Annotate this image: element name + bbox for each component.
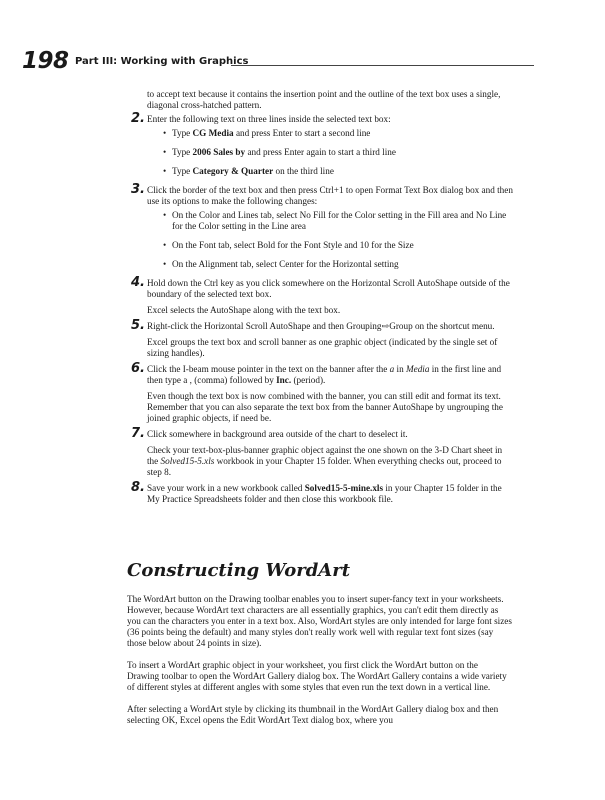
step-result: Excel groups the text box and scroll banner as one graphic object (indicated by the single set of sizing handles). — [147, 337, 498, 358]
bullet-list — [147, 128, 513, 177]
step-8 — [131, 480, 513, 505]
step-text: Hold down the Ctrl key as you click somewhere on the Horizontal Scroll AutoShape outside of the boundary of the selected text box. — [147, 278, 510, 299]
intro-continuation: to accept text because it contains the insertion point and the outline of the text box uses a single, diagonal cross-hatched pattern. — [147, 89, 501, 110]
step-number: 5. — [131, 318, 145, 333]
bullet-list — [147, 210, 513, 270]
step-number: 8. — [131, 480, 145, 495]
step-5 — [131, 318, 513, 359]
header-rule — [231, 65, 534, 66]
step-list — [131, 89, 513, 508]
step-4 — [131, 275, 513, 316]
bullet-item: • Type Category & Quarter on the third line — [163, 166, 334, 176]
bullet-item: • On the Font tab, select Bold for the Font Style and 10 for the Size — [163, 240, 414, 250]
bullet-item: • On the Color and Lines tab, select No Fill for the Color setting in the Fill area and No Line for the Color setting in the Line area — [163, 210, 507, 231]
step-text: Click the border of the text box and then press Ctrl+1 to open Format Text Box dialog box and then use its options to make the following changes: — [147, 185, 513, 206]
bullet-item: • Type CG Media and press Enter to start a second line — [163, 128, 371, 138]
step-2 — [131, 111, 513, 177]
step-3 — [131, 182, 513, 270]
bullet-icon: • — [163, 210, 167, 220]
step-6 — [131, 361, 513, 424]
bullet-icon: • — [163, 128, 167, 138]
bullet-icon: • — [163, 240, 167, 250]
step-number: 2. — [131, 111, 145, 126]
step-text: Enter the following text on three lines inside the selected text box: — [147, 114, 391, 124]
bullet-icon: • — [163, 147, 167, 157]
step-text: Click the I-beam mouse pointer in the text on the banner after the a in Media in the first line and then type a , (comma) followed by Inc. (period). — [147, 364, 502, 385]
page-number: 198 — [22, 48, 69, 74]
bullet-item: • On the Alignment tab, select Center for the Horizontal setting — [163, 259, 399, 269]
body-paragraph: The WordArt button on the Drawing toolbar enables you to insert super-fancy text in your worksheets. However, because WordArt text characters are all essentially graphics, you can't edit them directly as you can the characters you enter in a text box. Also, WordArt styles are only intended for large font sizes (36 points being the default) and many styles don't really work well with regular text font sizes (say those below about 24 points in size). — [127, 594, 512, 648]
section-heading: Constructing WordArt — [127, 560, 351, 581]
body-paragraph: To insert a WordArt graphic object in your worksheet, you first click the WordArt button on the Drawing toolbar to open the WordArt Gallery dialog box. The WordArt Gallery contains a wide variety of different styles at different angles with some styles that even run the text down in a vertical line. — [127, 660, 507, 692]
page-header — [22, 48, 534, 74]
bullet-icon: • — [163, 259, 167, 269]
step-number: 6. — [131, 361, 145, 376]
bullet-item: • Type 2006 Sales by and press Enter again to start a third line — [163, 147, 396, 157]
bullet-icon: • — [163, 166, 167, 176]
step-number: 3. — [131, 182, 145, 197]
step-text: Save your work in a new workbook called Solved15-5-mine.xls in your Chapter 15 folder in the My Practice Spreadsheets folder and then close this workbook file. — [147, 483, 502, 504]
wordart-section — [127, 560, 512, 737]
step-result: Excel selects the AutoShape along with the text box. — [147, 305, 341, 315]
step-7 — [131, 426, 513, 478]
step-result: Even though the text box is now combined with the banner, you can still edit and format its text. Remember that you can also separate the text box from the banner AutoShape by ungrouping the joined graphic objects, if need be. — [147, 391, 503, 423]
part-title: Part III: Working with Graphics — [75, 56, 249, 67]
step-text: Click somewhere in background area outside of the chart to deselect it. — [147, 429, 408, 439]
step-result: Check your text-box-plus-banner graphic object against the one shown on the 3-D Chart sheet in the Solved15-5.xls workbook in your Chapter 15 folder. When everything checks out, proceed to step 8. — [147, 445, 503, 477]
step-text: Right-click the Horizontal Scroll AutoShape and then Grouping⇨Group on the shortcut menu. — [147, 321, 495, 331]
step-number: 7. — [131, 426, 145, 441]
body-paragraph: After selecting a WordArt style by clicking its thumbnail in the WordArt Gallery dialog box and then selecting OK, Excel opens the Edit WordArt Text dialog box, where you — [127, 704, 499, 725]
step-number: 4. — [131, 275, 145, 290]
